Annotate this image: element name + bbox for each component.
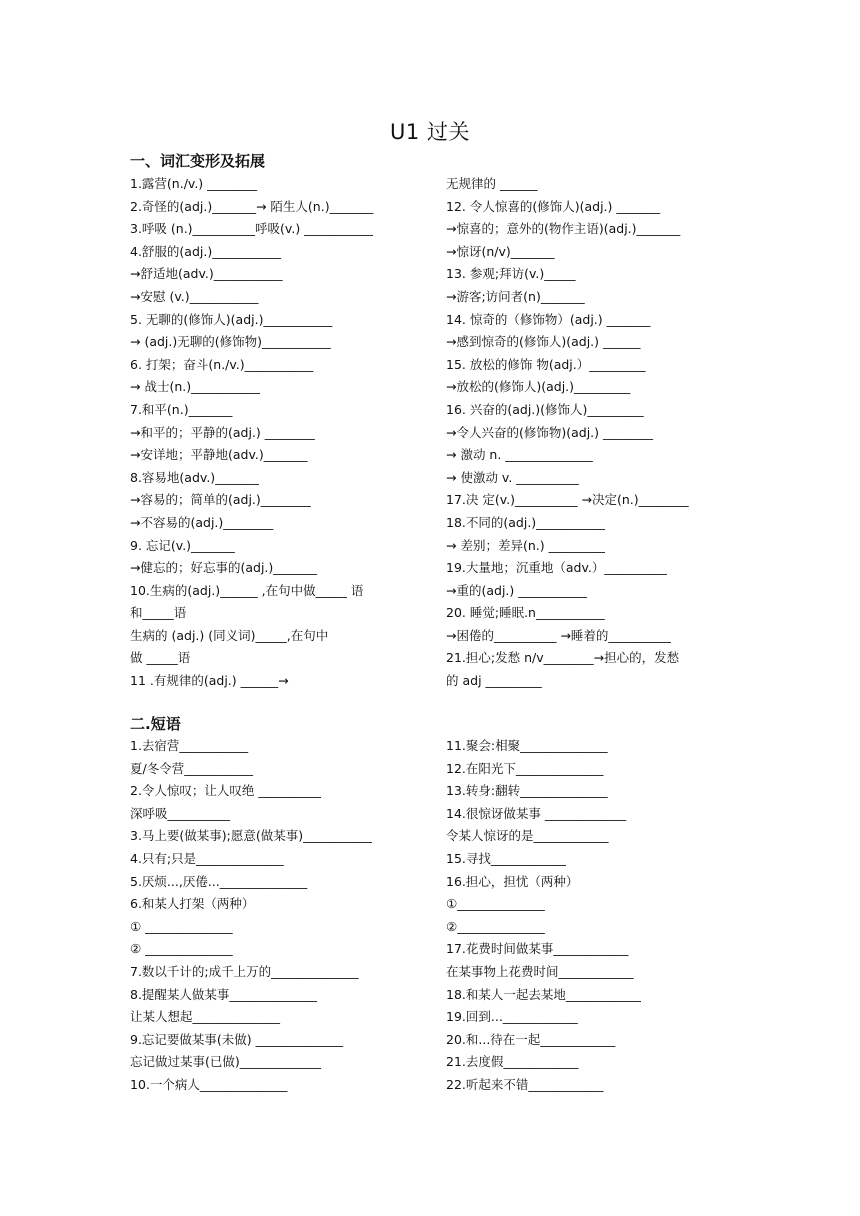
vocab-item: → 激动 n. ______________ (446, 447, 593, 463)
vocab-item: → 使激动 v. __________ (446, 469, 579, 485)
section-vocabulary-right-column (446, 173, 736, 693)
vocab-item: 16. 兴奋的(adj.)(修饰人)_________ (446, 401, 644, 417)
phrase-item: 8.提醒某人做某事______________ (130, 986, 317, 1002)
phrase-item: 忘记做过某事(已做)_____________ (130, 1054, 322, 1070)
vocab-item: →惊讶(n/v)_______ (446, 243, 555, 259)
vocab-item: →和平的；平静的(adj.) ________ (130, 424, 315, 440)
vocab-item: 15. 放松的修饰 物(adj.）_________ (446, 356, 646, 372)
phrase-item: 9.忘记要做某事(未做) ______________ (130, 1031, 344, 1047)
phrase-item: 16.担心，担忧（两种） (446, 873, 579, 889)
phrase-item: 14.很惊讶做某事 _____________ (446, 805, 627, 821)
phrase-item: 22.听起来不错____________ (446, 1076, 604, 1092)
vocab-item: 5. 无聊的(修饰人)(adj.)___________ (130, 311, 333, 327)
vocab-item: →放松的(修饰人)(adj.)_________ (446, 379, 631, 395)
vocab-item: →容易的；简单的(adj.)________ (130, 492, 311, 508)
phrase-item: ②______________ (446, 918, 545, 934)
vocab-item: 14. 惊奇的（修饰物）(adj.) _______ (446, 311, 651, 327)
section-vocabulary-heading: 一、词汇变形及拓展 (130, 152, 266, 170)
vocab-item: →困倦的__________ →睡着的__________ (446, 627, 671, 643)
phrase-item: ①______________ (446, 896, 545, 912)
vocab-item: 21.担心;发愁 n/v________→担心的，发愁 (446, 650, 680, 666)
vocab-item: → 战士(n.)___________ (130, 379, 260, 395)
vocab-item: 19.大量地；沉重地（adv.）__________ (446, 560, 667, 576)
vocab-item: 6. 打架；奋斗(n./v.)___________ (130, 356, 314, 372)
vocab-item: →安详地；平静地(adv.)_______ (130, 447, 308, 463)
phrase-item: 21.去度假____________ (446, 1054, 579, 1070)
phrase-item: 6.和某人打架（两种） (130, 896, 255, 912)
page-title: U1 过关 (390, 120, 470, 144)
vocab-item: →重的(adj.) ___________ (446, 582, 587, 598)
vocab-item: →游客;访问者(n)_______ (446, 288, 585, 304)
phrase-item: 3.马上要(做某事);愿意(做某事)___________ (130, 828, 372, 844)
phrase-item: 17.花费时间做某事____________ (446, 941, 629, 957)
vocab-item: 10.生病的(adj.)______ ,在句中做_____ 语 (130, 582, 364, 598)
vocab-item: 11 .有规律的(adj.) ______→ (130, 673, 289, 689)
vocab-item: →令人兴奋的(修饰物)(adj.) ________ (446, 424, 653, 440)
phrase-item: 7.数以千计的;成千上万的______________ (130, 963, 359, 979)
section-phrases-heading: 二.短语 (130, 715, 181, 733)
vocab-item: →惊喜的；意外的(物作主语)(adj.)_______ (446, 221, 681, 237)
phrase-item: 19.回到...____________ (446, 1009, 578, 1025)
vocab-item: 1.露营(n./v.) ________ (130, 176, 258, 191)
vocab-item: →舒适地(adv.)___________ (130, 266, 283, 282)
phrase-item: 10.一个病人______________ (130, 1076, 288, 1092)
vocab-item: 4.舒服的(adj.)___________ (130, 243, 281, 259)
phrase-item: 2.令人惊叹；让人叹绝 __________ (130, 783, 321, 799)
phrase-item: ① ______________ (130, 918, 233, 934)
vocab-item: → 差别；差异(n.) _________ (446, 537, 605, 553)
vocab-item: → (adj.)无聊的(修饰物)___________ (130, 334, 331, 350)
phrase-item: 1.去宿营___________ (130, 738, 249, 753)
vocab-item: 无规律的 ______ (446, 176, 538, 191)
phrase-item: 11.聚会:相聚______________ (446, 738, 608, 753)
section-vocabulary-left-column (130, 173, 420, 693)
vocab-item: 9. 忘记(v.)_______ (130, 537, 235, 553)
vocab-item: 的 adj _________ (446, 673, 542, 689)
phrase-item: 15.寻找____________ (446, 850, 566, 866)
phrase-item: 4.只有;只是______________ (130, 850, 284, 866)
vocab-item: 12. 令人惊喜的(修饰人)(adj.) _______ (446, 198, 661, 214)
phrase-item: 13.转身:翻转______________ (446, 783, 608, 799)
vocab-item: 3.呼吸 (n.)__________呼吸(v.) ___________ (130, 221, 373, 237)
vocab-item: →不容易的(adj.)________ (130, 514, 274, 530)
phrase-item: 在某事物上花费时间____________ (446, 963, 634, 979)
section-phrases-left-column (130, 735, 420, 1097)
vocab-item: 8.容易地(adv.)_______ (130, 469, 259, 485)
phrase-item: 5.厌烦...,厌倦...______________ (130, 873, 308, 889)
vocab-item: →健忘的；好忘事的(adj.)_______ (130, 560, 318, 576)
vocab-item: 和_____语 (130, 605, 187, 621)
vocab-item: 13. 参观;拜访(v.)_____ (446, 266, 576, 282)
vocab-item: 生病的 (adj.) (同义词)_____,在句中 (130, 627, 329, 643)
phrase-item: 让某人想起______________ (130, 1009, 281, 1025)
vocab-item: 18.不同的(adj.)___________ (446, 514, 605, 530)
vocab-item: 7.和平(n.)_______ (130, 401, 233, 417)
section-phrases-right-column (446, 735, 736, 1097)
phrase-item: ② ______________ (130, 941, 233, 957)
vocab-item: 2.奇怪的(adj.)_______→ 陌生人(n.)_______ (130, 198, 374, 214)
phrase-item: 12.在阳光下______________ (446, 760, 604, 776)
vocab-item: →安慰 (v.)___________ (130, 288, 259, 304)
phrase-item: 18.和某人一起去某地____________ (446, 986, 641, 1002)
vocab-item: 做 _____语 (130, 650, 191, 666)
phrase-item: 令某人惊讶的是____________ (446, 828, 609, 844)
vocab-item: 17.决 定(v.)__________ →决定(n.)________ (446, 492, 689, 508)
phrase-item: 20.和...待在一起____________ (446, 1031, 616, 1047)
phrase-item: 夏/冬令营___________ (130, 760, 253, 776)
vocab-item: →感到惊奇的(修饰人)(adj.) ______ (446, 334, 641, 350)
phrase-item: 深呼吸__________ (130, 805, 231, 821)
vocab-item: 20. 睡觉;睡眠.n___________ (446, 605, 605, 621)
